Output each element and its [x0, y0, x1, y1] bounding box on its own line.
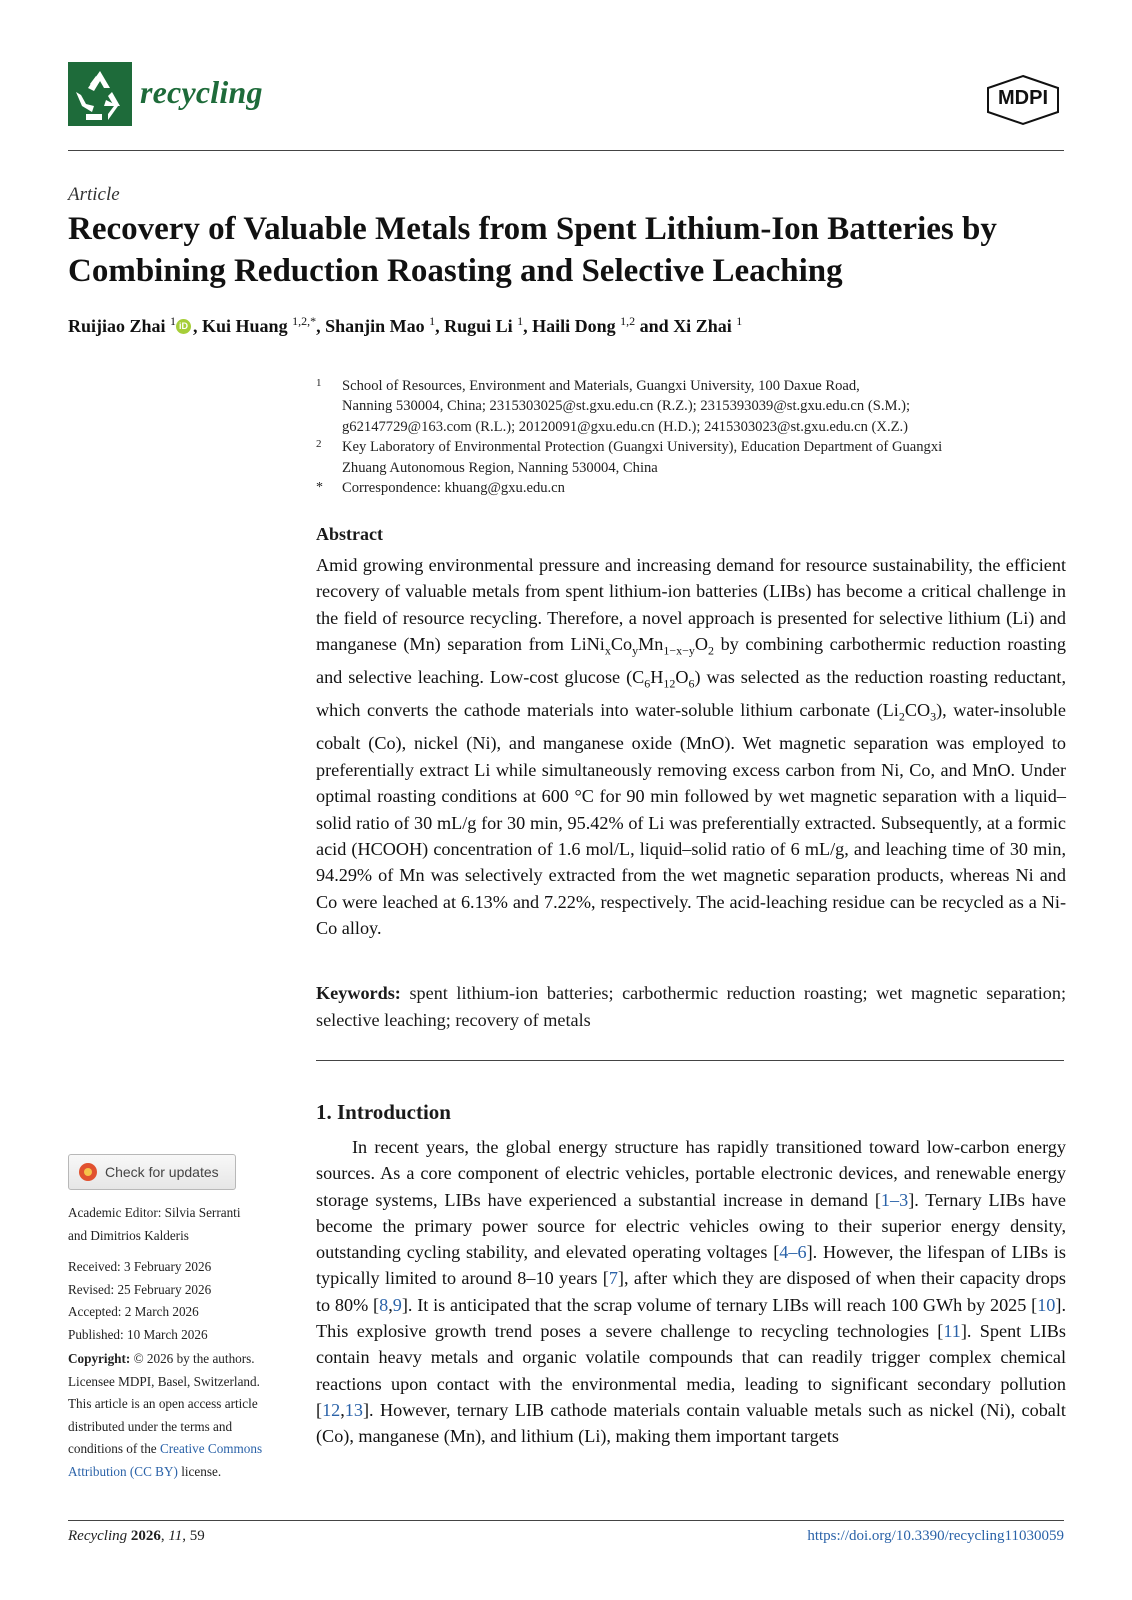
article-type: Article [68, 184, 120, 205]
author-affiliation-mark: 1 [170, 314, 177, 328]
affiliation-line: Correspondence: khuang@gxu.edu.cn [342, 480, 565, 497]
text-run: , [388, 1294, 393, 1315]
keywords-text: spent lithium-ion batteries; carbothermic reduction roasting; wet magnetic separation; selective leaching; recovery of metals [316, 983, 1066, 1030]
text-run: ]. However, ternary LIB cathode materials contain valuable metals such as nickel (Ni), cobalt (Co), manganese (Mn), and lithium (Li), making them important targets [316, 1399, 1066, 1447]
affiliation-mark: 1 [316, 377, 322, 389]
reference-link[interactable]: 10 [1037, 1294, 1056, 1315]
reference-link[interactable]: 9 [392, 1294, 402, 1315]
reference-link[interactable]: 12 [322, 1399, 341, 1420]
editor-line: Academic Editor: Silvia Serranti [68, 1205, 241, 1220]
introduction-text [316, 1134, 1066, 1450]
affiliation-line: Nanning 530004, China; 2315303025@st.gxu.edu.cn (R.Z.); 2315393039@st.gxu.edu.cn (S.M.); [342, 398, 911, 415]
reference-link[interactable]: 7 [608, 1268, 618, 1289]
check-updates-icon [79, 1163, 97, 1181]
text-run: Mn [638, 634, 664, 655]
text-run: In recent years, the global energy structure has rapidly transitioned toward low-carbon energy sources. As a core component of electric vehicles, portable electronic devices, and renewable energy storage systems, LIBs have experienced a substantial increase in demand [ [316, 1137, 1066, 1210]
author-list: Ruijiao Zhai $^1$ iD , Kui Huang $^{1,2,*}$, Shanjin Mao $^1$, Rugui Li $^1$, Haili Dong $^{1,2}$ and Xi Zhai $^1$ [68, 314, 743, 336]
header-rule [68, 150, 1064, 151]
author-name: Kui Huang [202, 316, 293, 336]
subscript: 2 [898, 709, 905, 724]
text-run: Co [610, 634, 633, 655]
text-run: ]. It is anticipated that the scrap volume of ternary LIBs will reach 100 GWh by 2025 [ [401, 1294, 1038, 1315]
section-heading-introduction: 1. Introduction [316, 1100, 451, 1124]
journal-logo [68, 62, 132, 126]
orcid-icon[interactable]: iD [176, 319, 191, 334]
text-run: ]. Spent LIBs contain heavy metals and organic volatile compounds that can readily trigger complex chemical reactions upon contact with the environmental media, leading to significant secondary pollution [ [316, 1321, 1066, 1420]
article-dates [68, 1256, 298, 1346]
affiliation-line: School of Resources, Environment and Materials, Guangxi University, 100 Daxue Road, [342, 378, 860, 394]
text-run: O [675, 667, 689, 688]
copyright-line: distributed under the terms and [68, 1418, 233, 1434]
recycle-icon [68, 62, 132, 126]
license-tail: license. [177, 1463, 222, 1479]
footer-journal: Recycling [68, 1528, 128, 1544]
text-run: H [650, 667, 664, 688]
affiliations [316, 376, 1056, 498]
copyright-line: © 2026 by the authors. [130, 1351, 255, 1366]
subscript: 2 [708, 643, 715, 658]
author-name: Rugui Li [444, 316, 518, 336]
text-run: CO [904, 700, 931, 721]
subscript: 1−x−y [663, 643, 695, 658]
affiliation-item [316, 376, 1056, 437]
text-run: ]. However, the lifespan of LIBs is typically limited to around 8–10 years [ [316, 1242, 1066, 1289]
reference-link[interactable]: 4–6 [779, 1242, 807, 1263]
author-affiliation-mark: 1 [736, 314, 743, 328]
copyright-label: Copyright: [68, 1351, 131, 1366]
copyright-line: conditions of the [68, 1441, 160, 1456]
text-run: ]. Ternary LIBs have become the primary power source for electric vehicles owing to their superior energy density, outstanding cycling stability, and elevated operating voltages [ [316, 1189, 1066, 1263]
publisher-logo [984, 74, 1062, 126]
footer-rule [68, 1520, 1064, 1521]
reference-link[interactable]: 13 [344, 1399, 363, 1420]
reference-link[interactable]: 8 [379, 1294, 389, 1315]
abstract-heading: Abstract [316, 524, 383, 544]
article-title: Recovery of Valuable Metals from Spent Lithium-Ion Batteries by Combining Reduction Roasting and Selective Leaching [68, 211, 997, 289]
author-name: Shanjin Mao [325, 316, 430, 336]
subscript: x [604, 643, 611, 658]
affiliation-item [316, 478, 1056, 498]
check-updates-label: Check for updates [105, 1164, 219, 1180]
affiliation-line: Key Laboratory of Environmental Protection (Guangxi University), Education Department of Guangxi [342, 439, 943, 456]
text-run: ) was selected as the reduction roasting reductant, which converts the cathode materials into water-soluble lithium carbonate (Li [316, 667, 1067, 721]
author-affiliation-mark: 1 [429, 314, 436, 328]
author-name: Xi Zhai [673, 316, 737, 336]
text-run: ), water-insoluble cobalt (Co), nickel (Ni), and manganese oxide (MnO). Wet magnetic separation was employed to preferentially extract Li while simultaneously removing excess carbon from Ni, Co, and MnO. Under optimal roasting conditions at 600 °C for 90 min followed by wet magnetic separation with a liquid–solid ratio of 30 mL/g for 30 min, 95.42% of Li was preferentially extracted. Subsequently, at a formic acid (HCOOH) concentration of 1.6 mol/L, liquid–solid ratio of 6 mL/g, and leaching time of 30 min, 94.29% of Mn was selectively extracted from the wet magnetic separation products, whereas Ni and Co were leached at 6.13% and 7.22%, respectively. The acid-leaching residue can be recycled as a Ni-Co alloy. [316, 700, 1066, 939]
copyright-line: Licensee MDPI, Basel, Switzerland. [68, 1373, 260, 1389]
publisher-name: MDPI [998, 87, 1048, 109]
author-affiliation-mark: 1,2,* [292, 314, 317, 328]
journal-name: recycling [140, 74, 263, 110]
author-affiliation-mark: 1 [517, 314, 524, 328]
text-run: by combining carbothermic reduction roasting and selective leaching. Low-cost glucose (C [316, 634, 1066, 688]
citation-footer: Recycling 2026, 11, 59 [68, 1528, 205, 1544]
subscript: 6 [644, 676, 651, 691]
footer-page: , 59 [182, 1528, 205, 1544]
affiliation-item [316, 437, 1056, 478]
creative-commons-link[interactable]: Creative Commons [159, 1441, 263, 1456]
text-run: ]. This explosive growth trend poses a severe challenge to recycling technologies [ [316, 1294, 1066, 1342]
footer-volume: 11 [168, 1528, 183, 1544]
text-run: ], after which they are disposed of when their capacity drops to 80% [ [316, 1268, 1066, 1315]
subscript: 6 [688, 676, 695, 691]
author-affiliation-mark: 1,2 [620, 314, 636, 328]
accepted-date: Accepted: 2 March 2026 [68, 1304, 199, 1319]
affiliation-line: g62147729@163.com (R.L.); 20120091@gxu.edu.cn (H.D.); 2415303023@st.gxu.edu.cn (X.Z.) [342, 418, 909, 435]
abstract-text [316, 552, 1066, 942]
subscript: 3 [930, 709, 937, 724]
published-date: Published: 10 March 2026 [68, 1326, 208, 1342]
affiliation-mark: 2 [316, 438, 322, 451]
affiliation-mark: * [316, 480, 323, 496]
reference-link[interactable]: 1–3 [880, 1189, 909, 1210]
editor-line: and Dimitrios Kalderis [68, 1227, 189, 1243]
copyright-notice [68, 1348, 298, 1483]
subscript: y [632, 643, 639, 658]
revised-date: Revised: 25 February 2026 [68, 1281, 212, 1297]
text-run: , [340, 1399, 345, 1420]
author-name: Ruijiao Zhai [68, 316, 171, 336]
reference-link[interactable]: 11 [943, 1321, 961, 1342]
affiliation-line: Zhuang Autonomous Region, Nanning 530004, China [342, 459, 658, 476]
copyright-line: This article is an open access article [68, 1396, 258, 1411]
author-name: Haili Dong [532, 316, 621, 336]
doi-link[interactable]: https://doi.org/10.3390/recycling11030059 [807, 1528, 1064, 1544]
text-run: O [694, 634, 709, 655]
academic-editor [68, 1202, 298, 1247]
check-for-updates-button[interactable] [68, 1154, 236, 1190]
footer-year: 2026 [130, 1528, 161, 1544]
subscript: 12 [663, 676, 676, 691]
keywords [316, 980, 1066, 1034]
text-run: Amid growing environmental pressure and increasing demand for resource sustainability, the efficient recovery of valuable metals from spent lithium-ion batteries (LIBs) has become a critical challenge in the field of resource recycling. Therefore, a novel approach is presented for selective lithium (Li) and manganese (Mn) separation from LiNi [316, 555, 1066, 655]
abstract-rule [316, 1060, 1064, 1061]
cc-by-license-link[interactable]: Attribution (CC BY) [68, 1463, 178, 1479]
received-date: Received: 3 February 2026 [68, 1259, 212, 1274]
keywords-label: Keywords: [316, 983, 401, 1003]
